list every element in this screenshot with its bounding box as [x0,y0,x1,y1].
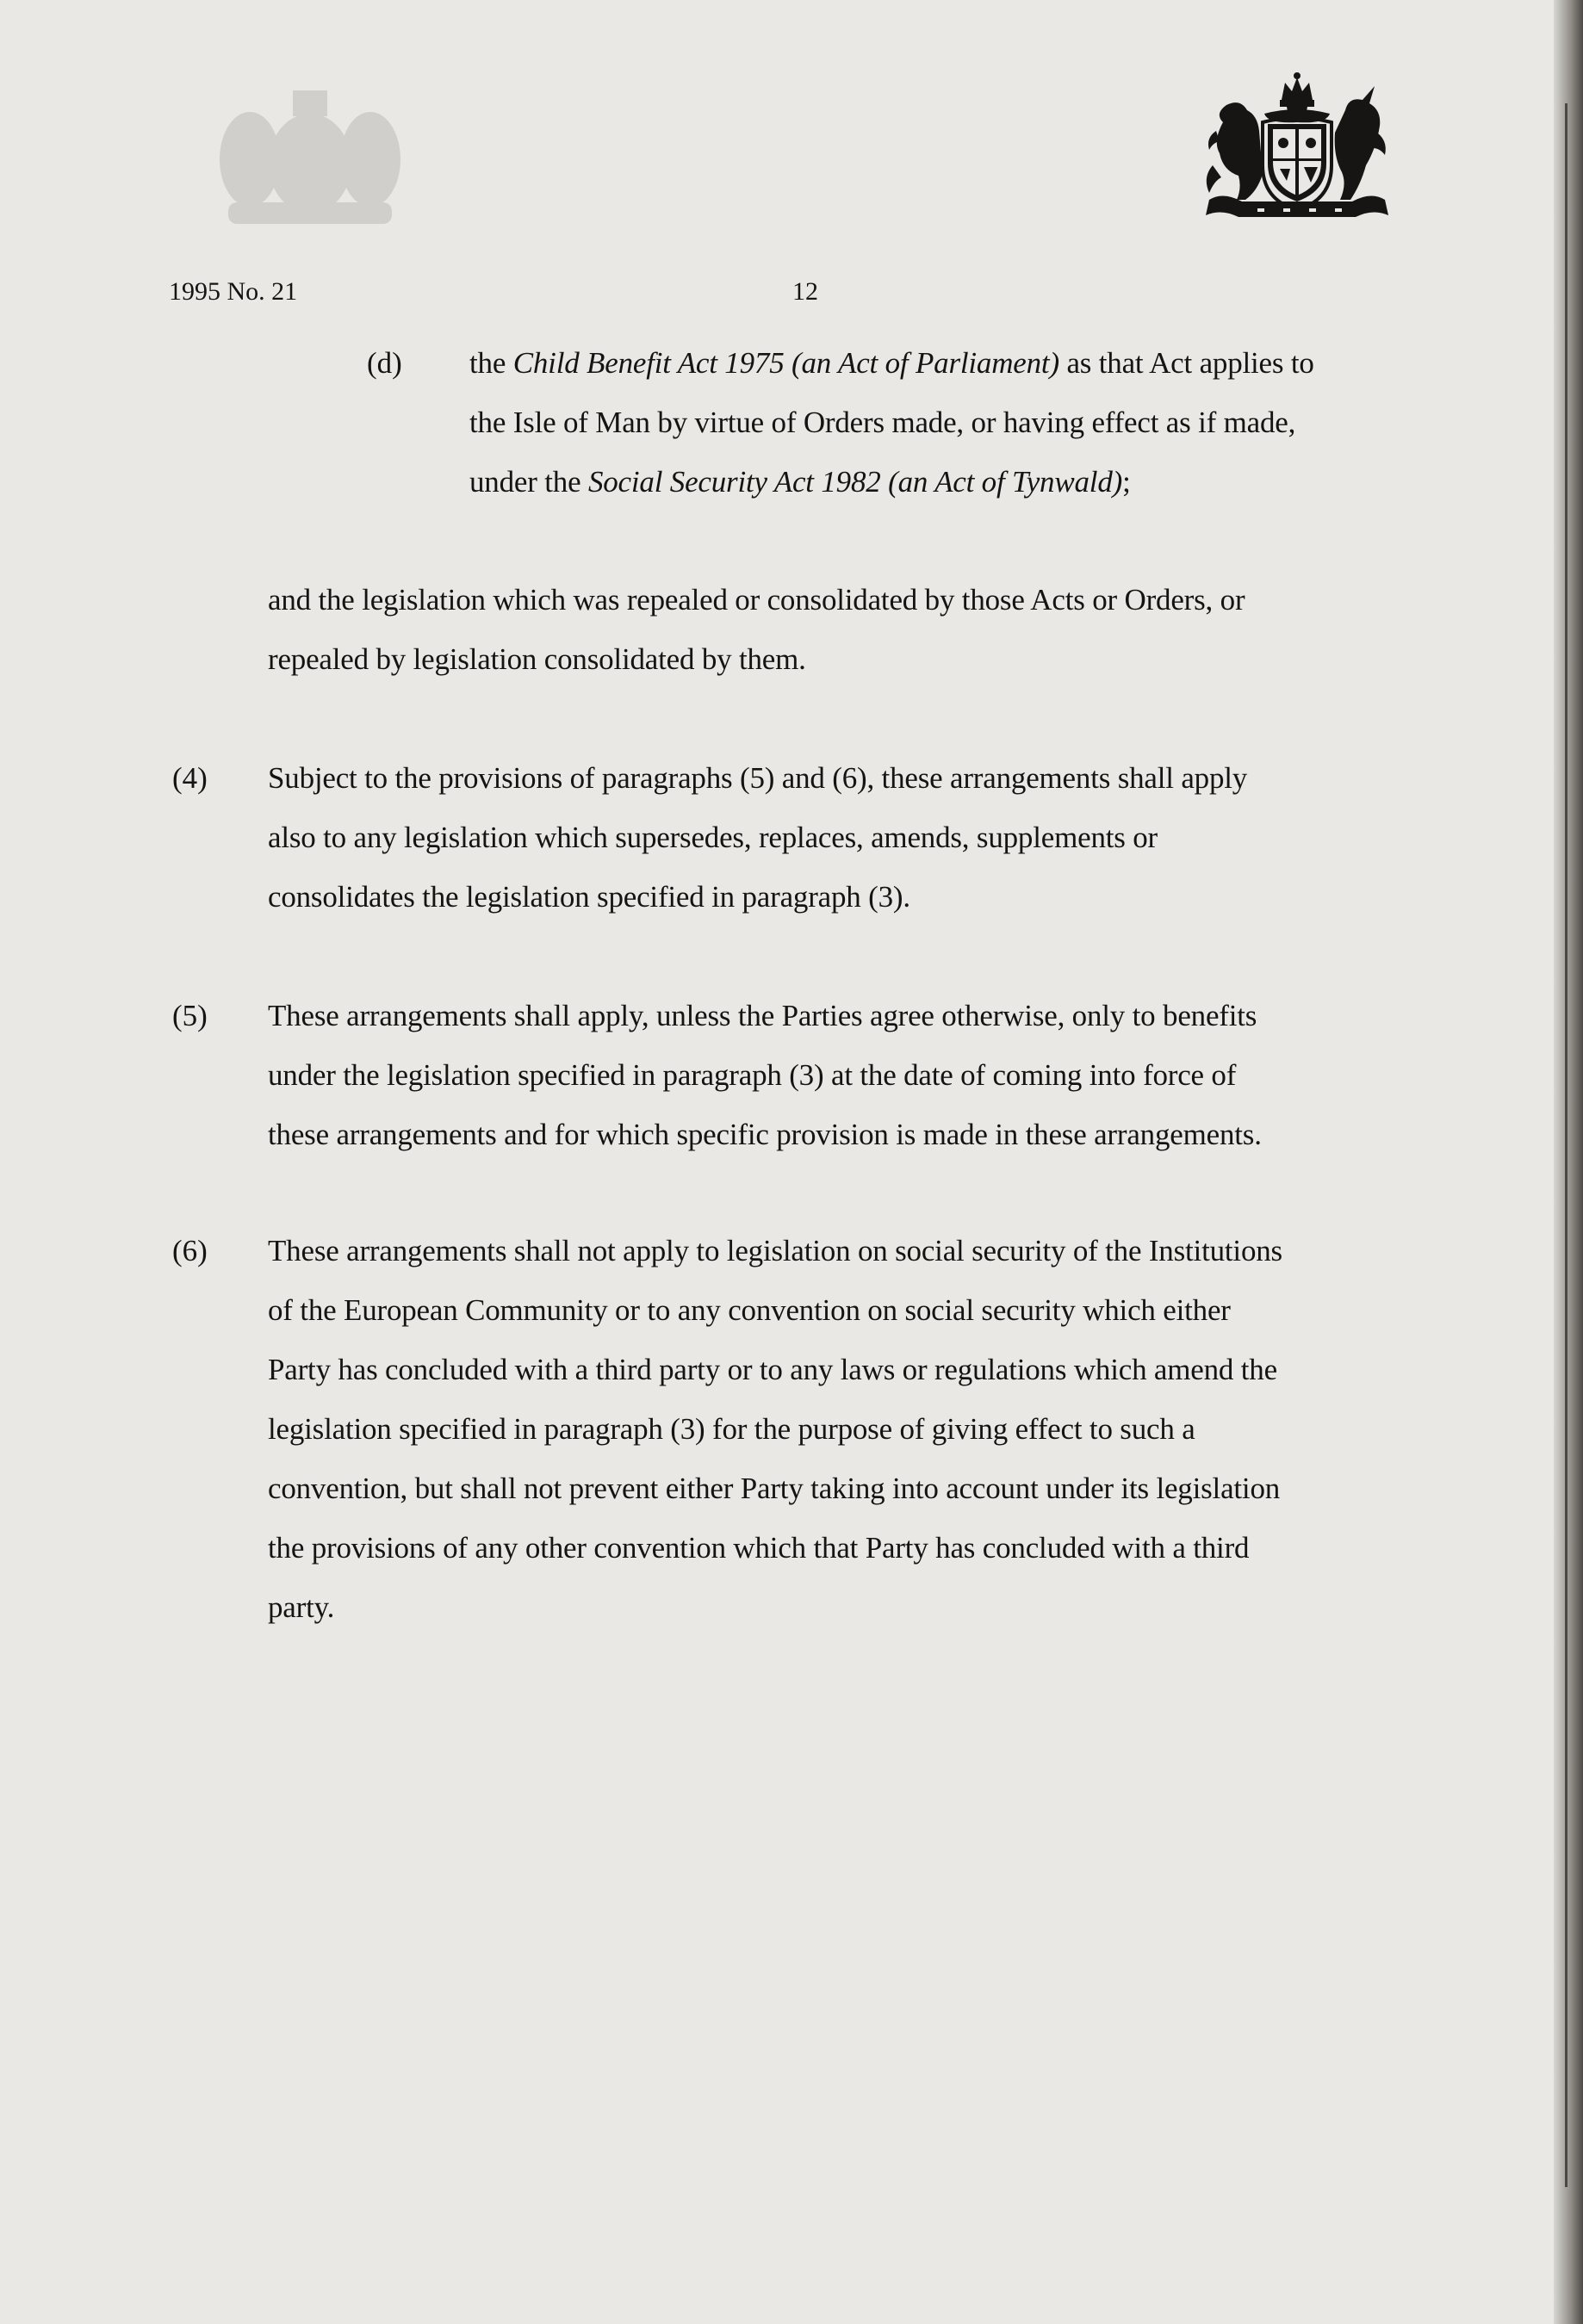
faded-royal-coat-of-arms-icon [211,82,409,232]
paragraph-5-line-2: under the legislation specified in paragraph (3) at the date of coming into force of [268,1058,1237,1092]
item-d-line-1-tail: as that Act applies to [1058,346,1314,380]
item-d-line-1 [469,334,1314,394]
social-security-act-title: Social Security Act 1982 (an Act of Tynwald) [587,465,1123,499]
child-benefit-act-title: Child Benefit Act 1975 (an Act of Parliament) [512,346,1059,380]
paragraph-6-line-3: Party has concluded with a third party or to any laws or regulations which amend the [268,1353,1277,1386]
item-d-line-3-text: under the [469,465,588,499]
item-d-line-2: the Isle of Man by virtue of Orders made, or having effect as if made, [469,406,1296,439]
item-d-line-1-text: the [469,346,513,380]
paragraph-6-line-5: convention, but shall not prevent either Party taking into account under its legislation [268,1472,1281,1505]
item-d-line-3-tail: ; [1122,465,1131,499]
paragraph-4-label: (4) [172,761,208,795]
paragraph-4-line-1: Subject to the provisions of paragraphs (5) and (6), these arrangements shall apply [268,761,1248,795]
item-d-label: (d) [367,346,402,380]
paragraph-5-line-3: these arrangements and for which specific provision is made in these arrangements. [268,1118,1262,1151]
paragraph-6-line-4: legislation specified in paragraph (3) for the purpose of giving effect to such a [268,1412,1195,1446]
page-number: 12 [792,277,818,306]
paragraph-5-line-1: These arrangements shall apply, unless the Parties agree otherwise, only to benefits [268,999,1257,1032]
royal-coat-of-arms-icon [1197,71,1397,230]
paragraph-6-line-2: of the European Community or to any convention on social security which either [268,1293,1231,1327]
document-reference: 1995 No. 21 [169,277,298,306]
paragraph-6-label: (6) [172,1234,208,1267]
page-edge-shadow [1554,0,1583,2324]
paragraph-6-line-6: the provisions of any other convention which that Party has concluded with a third [268,1531,1250,1565]
paragraph-6-line-7: party. [268,1590,335,1624]
paragraph-4-line-3: consolidates the legislation specified in paragraph (3). [268,880,910,914]
closing-line-2: repealed by legislation consolidated by them. [268,642,806,676]
paragraph-6-line-1: These arrangements shall not apply to legislation on social security of the Institutions [268,1234,1282,1267]
closing-line-1: and the legislation which was repealed or consolidated by those Acts or Orders, or [268,583,1245,617]
page-edge-rule [1565,103,1567,2187]
item-d-line-3 [469,453,1131,512]
paragraph-5-label: (5) [172,999,208,1032]
paragraph-4-line-2: also to any legislation which supersedes, replaces, amends, supplements or [268,821,1158,854]
